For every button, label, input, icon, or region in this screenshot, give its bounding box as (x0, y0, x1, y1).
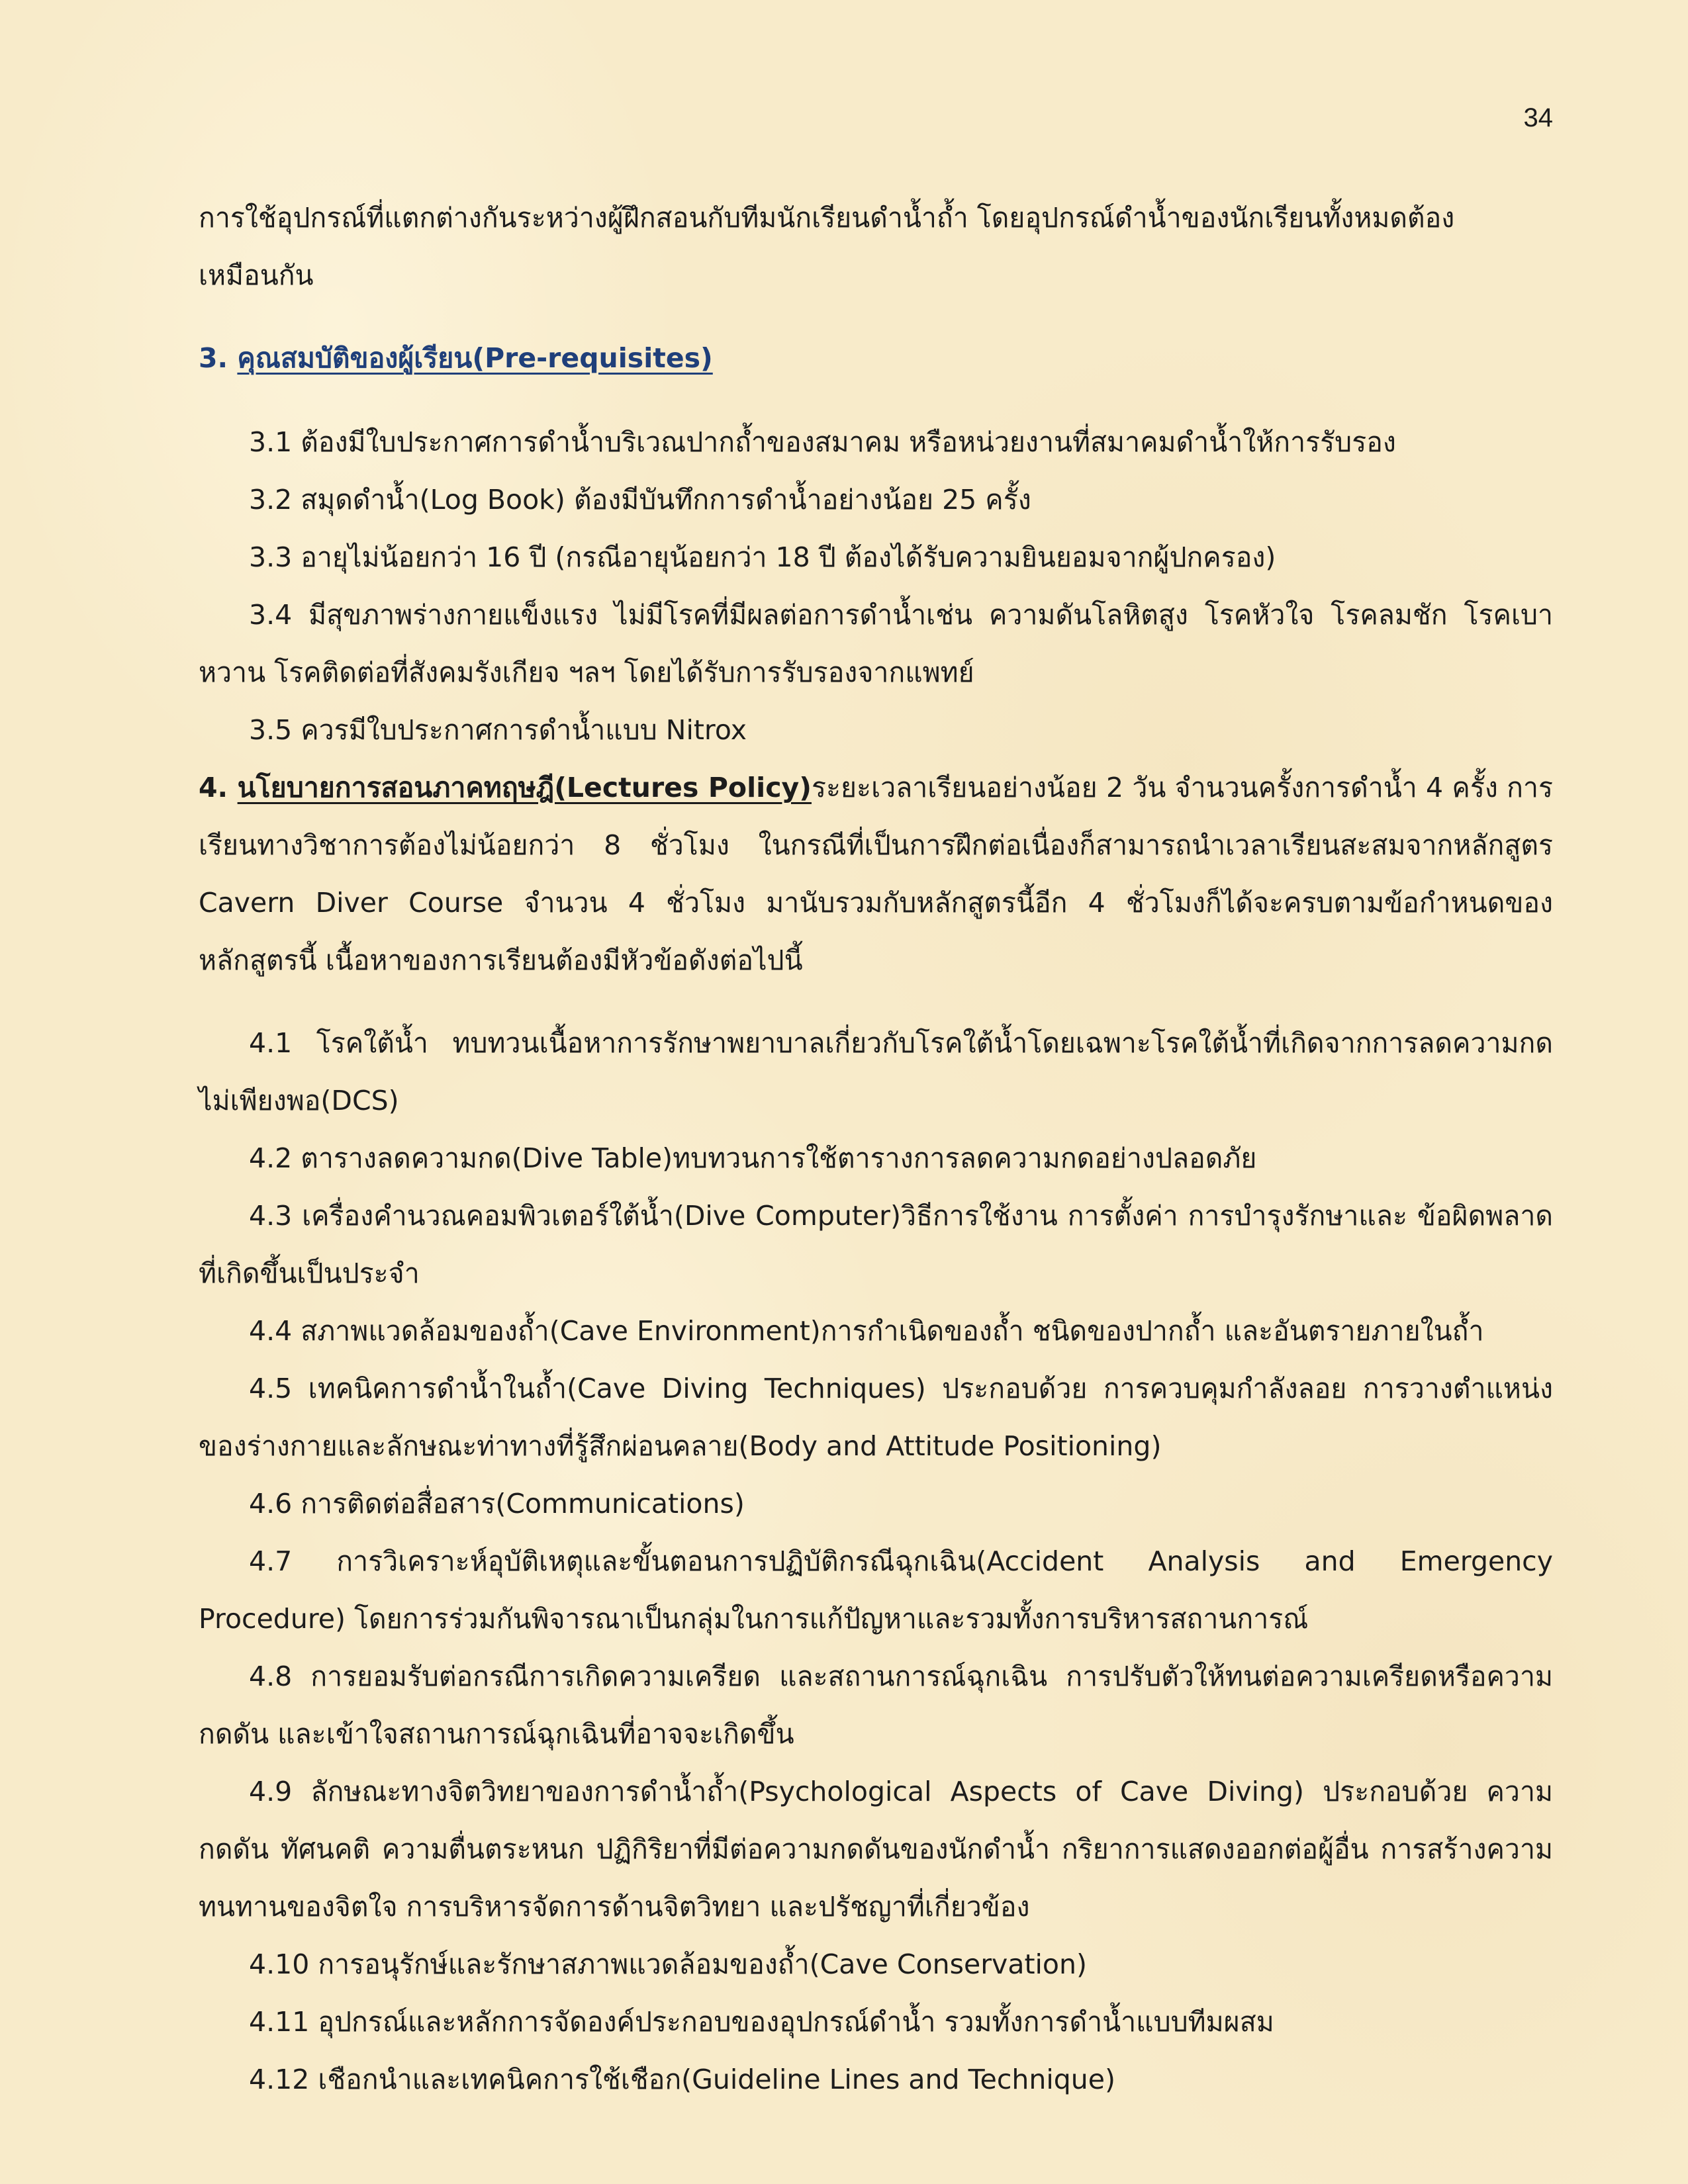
section-3-title: คุณสมบัติของผู้เรียน(Pre-requisites) (237, 342, 713, 374)
section-4-intro: ระยะเวลาเรียนอย่างน้อย 2 วัน จำนวนครั้งการดำน้ำ 4 ครั้ง การเรียนทางวิชาการต้องไม่น้อยกว่า 8 ชั่วโมง ในกรณีที่เป็นการฝึกต่อเนื่องก็สามารถนำเวลาเรียนสะสมจากหลักสูตร Cavern Diver Course จำนวน 4 ชั่วโมง มานับรวมกับหลักสูตรนี้อีก 4 ชั่วโมงก็ได้จะครบตามข้อกำหนดของหลักสูตรนี้ เนื้อหาของการเรียนต้องมีหัวข้อดังต่อไปนี้ (199, 772, 1553, 976)
section-4-item: 4.11 อุปกรณ์และหลักการจัดองค์ประกอบของอุปกรณ์ดำน้ำ รวมทั้งการดำน้ำแบบทีมผสม (249, 2006, 1274, 2038)
section-4-item: 4.6 การติดต่อสื่อสาร(Communications) (249, 1488, 745, 1520)
spacer (199, 304, 1553, 330)
section-4-item: 4.9 ลักษณะทางจิตวิทยาของการดำน้ำถ้ำ(Psychological Aspects of Cave Diving) ประกอบด้วย ความกดดัน ทัศนคติ ความตื่นตระหนก ปฏิกิริยาที่มีต่อความกดดันของนักดำน้ำ กริยาการแสดงออกต่อผู้อื่น การสร้างความทนทานของจิตใจ การบริหารจัดการด้านจิตวิทยา และปรัชญาที่เกี่ยวข้อง (199, 1776, 1553, 1923)
section-3-item: 3.4 มีสุขภาพร่างกายแข็งแรง ไม่มีโรคที่มีผลต่อการดำน้ำเช่น ความดันโลหิตสูง โรคหัวใจ โรคลมชัก โรคเบาหวาน โรคติดต่อที่สังคมรังเกียจ ฯลฯ โดยได้รับการรับรองจากแพทย์ (199, 599, 1554, 688)
section-3-item: 3.5 ควรมีใบประกาศการดำน้ำแบบ Nitrox (249, 714, 747, 746)
section-4-item: 4.8 การยอมรับต่อกรณีการเกิดความเครียด และสถานการณ์ฉุกเฉิน การปรับตัวให้ทนต่อความเครียดหรือความกดดัน และเข้าใจสถานการณ์ฉุกเฉินที่อาจจะเกิดขึ้น (199, 1661, 1553, 1750)
intro-line-1: การใช้อุปกรณ์ที่แตกต่างกันระหว่างผู้ฝึกสอนกับทีมนักเรียนดำน้ำถ้ำ โดยอุปกรณ์ดำน้ำของนักเรียนทั้งหมดต้อง (199, 202, 1455, 234)
section-4-number: 4. (199, 772, 228, 803)
section-4-title: นโยบายการสอนภาคทฤษฎี(Lectures Policy) (237, 772, 812, 803)
section-4-item: 4.2 ตารางลดความกด(Dive Table)ทบทวนการใช้ตารางการลดความกดอย่างปลอดภัย (249, 1142, 1257, 1174)
section-4-heading (199, 772, 812, 803)
section-4-item: 4.1 โรคใต้น้ำ ทบทวนเนื้อหาการรักษาพยาบาลเกี่ยวกับโรคใต้น้ำโดยเฉพาะโรคใต้น้ำที่เกิดจากการลดความกดไม่เพียงพอ(DCS) (199, 1027, 1553, 1116)
section-3-number: 3. (199, 342, 228, 374)
section-4-item: 4.10 การอนุรักษ์และรักษาสภาพแวดล้อมของถ้ำ(Cave Conservation) (249, 1948, 1087, 1980)
section-3-item: 3.3 อายุไม่น้อยกว่า 16 ปี (กรณีอายุน้อยกว่า 18 ปี ต้องได้รับความยินยอมจากผู้ปกครอง) (249, 541, 1276, 573)
section-4-item: 4.7 การวิเคราะห์อุบัติเหตุและขั้นตอนการปฏิบัติกรณีฉุกเฉิน(Accident Analysis and Emergency Procedure) โดยการร่วมกันพิจารณาเป็นกลุ่มในการแก้ปัญหาและรวมทั้งการบริหารสถานการณ์ (199, 1545, 1553, 1635)
page-number: 34 (1523, 103, 1553, 132)
page-content (199, 189, 1553, 2109)
section-4-paragraph (199, 759, 1553, 989)
section-4-item: 4.3 เครื่องคำนวณคอมพิวเตอร์ใต้น้ำ(Dive Computer)วิธีการใช้งาน การตั้งค่า การบำรุงรักษาและ ข้อผิดพลาดที่เกิดขึ้นเป็นประจำ (199, 1200, 1553, 1289)
intro-line-2: เหมือนกัน (199, 259, 314, 291)
section-3-heading (199, 330, 1553, 387)
section-4-item: 4.5 เทคนิคการดำน้ำในถ้ำ(Cave Diving Techniques) ประกอบด้วย การควบคุมกำลังลอย การวางตำแหน่งของร่างกายและลักษณะท่าทางที่รู้สึกผ่อนคลาย(Body and Attitude Positioning) (199, 1373, 1553, 1462)
section-3-item: 3.2 สมุดดำน้ำ(Log Book) ต้องมีบันทึกการดำน้ำอย่างน้อย 25 ครั้ง (249, 484, 1031, 516)
spacer (199, 387, 1553, 414)
section-4-item: 4.4 สภาพแวดล้อมของถ้ำ(Cave Environment)การกำเนิดของถ้ำ ชนิดของปากถ้ำ และอันตรายภายในถ้ำ (249, 1315, 1484, 1347)
section-4-item: 4.12 เชือกนำและเทคนิคการใช้เชือก(Guideline Lines and Technique) (249, 2064, 1116, 2095)
spacer (199, 989, 1553, 1015)
section-3-item: 3.1 ต้องมีใบประกาศการดำน้ำบริเวณปากถ้ำของสมาคม หรือหน่วยงานที่สมาคมดำน้ำให้การรับรอง (249, 426, 1396, 458)
